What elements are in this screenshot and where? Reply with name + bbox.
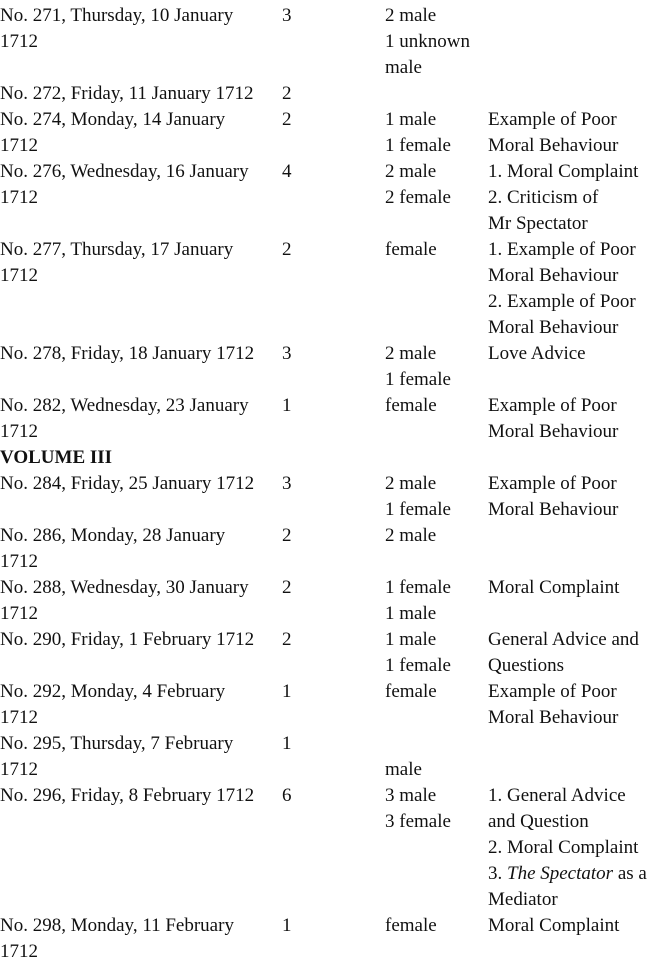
table-row — [0, 523, 662, 575]
issue-cell — [0, 679, 276, 731]
gender-cell — [385, 575, 485, 627]
count-cell: 2 — [282, 109, 292, 130]
table-row — [0, 627, 662, 679]
issue-cell-line: No. 288, Wednesday, 30 January — [0, 577, 249, 598]
gender-cell-line: 2 male — [385, 343, 437, 364]
count-cell: 2 — [282, 239, 292, 260]
topic-cell-line: Moral Behaviour — [488, 499, 619, 520]
count-cell: 1 — [282, 915, 292, 936]
issue-cell — [0, 913, 276, 965]
issue-cell-line: 1712 — [0, 421, 38, 442]
issue-cell-line: No. 298, Monday, 11 February — [0, 915, 234, 936]
table-row — [0, 731, 662, 783]
issue-cell — [0, 237, 276, 289]
table-row — [0, 679, 662, 731]
issue-cell — [0, 575, 276, 627]
gender-cell-line: 1 male — [385, 109, 437, 130]
gender-cell — [385, 731, 485, 783]
count-cell: 2 — [282, 83, 292, 104]
issue-cell — [0, 393, 276, 445]
count-cell: 6 — [282, 785, 292, 806]
gender-cell-line: female — [385, 395, 437, 416]
gender-cell — [385, 627, 485, 679]
topic-cell-line: Moral Behaviour — [488, 135, 619, 156]
issue-cell — [0, 81, 276, 107]
issue-cell — [0, 159, 276, 211]
issue-cell-line: No. 274, Monday, 14 January — [0, 109, 226, 130]
gender-cell — [385, 341, 485, 393]
count-cell: 1 — [282, 681, 292, 702]
topic-cell-line: General Advice and — [488, 629, 639, 650]
gender-cell-line: female — [385, 239, 437, 260]
issue-cell-line: 1712 — [0, 603, 38, 624]
issue-cell-line: No. 277, Thursday, 17 January — [0, 239, 234, 260]
topic-cell-line: and Question — [488, 811, 589, 832]
issue-cell-line: No. 271, Thursday, 10 January — [0, 5, 234, 26]
topic-cell-line: Mediator — [488, 889, 558, 910]
table-row — [0, 341, 662, 393]
gender-cell-line: male — [385, 759, 422, 780]
count-cell: 3 — [282, 5, 292, 26]
gender-cell-line: 1 female — [385, 655, 451, 676]
issue-cell-line: 1712 — [0, 551, 38, 572]
topic-cell-line: Moral Behaviour — [488, 707, 619, 728]
gender-cell-line: 3 female — [385, 811, 451, 832]
count-cell: 3 — [282, 473, 292, 494]
table-row — [0, 237, 662, 341]
issue-cell-line: No. 284, Friday, 25 January 1712 — [0, 473, 255, 494]
topic-cell — [488, 913, 662, 939]
topic-cell — [488, 575, 662, 601]
topic-cell — [488, 783, 662, 913]
issue-cell-line: No. 272, Friday, 11 January 1712 — [0, 83, 254, 104]
volume-heading: VOLUME III — [0, 447, 113, 468]
gender-cell-line: 3 male — [385, 785, 437, 806]
issue-cell-line: 1712 — [0, 187, 38, 208]
issue-cell-line: 1712 — [0, 265, 38, 286]
topic-cell — [488, 341, 662, 367]
count-cell: 4 — [282, 161, 292, 182]
table-row — [0, 159, 662, 237]
gender-cell-line — [385, 731, 485, 757]
topic-cell-line: Example of Poor — [488, 473, 617, 494]
table-row — [0, 913, 662, 965]
topic-cell-line: Moral Complaint — [488, 915, 620, 936]
topic-cell — [488, 107, 662, 159]
count-cell: 1 — [282, 395, 292, 416]
issue-cell — [0, 107, 276, 159]
issue-cell-line: 1712 — [0, 135, 38, 156]
topic-cell-line: Moral Behaviour — [488, 265, 619, 286]
gender-cell-line: 2 male — [385, 525, 437, 546]
table-row — [0, 575, 662, 627]
count-cell: 2 — [282, 525, 292, 546]
issue-cell — [0, 783, 276, 809]
gender-cell-line: 1 male — [385, 603, 437, 624]
issue-cell-line: 1712 — [0, 759, 38, 780]
count-cell: 3 — [282, 343, 292, 364]
issue-cell-line: No. 292, Monday, 4 February — [0, 681, 226, 702]
issue-cell-line: 1712 — [0, 941, 38, 962]
gender-cell-line: 2 female — [385, 187, 451, 208]
topic-cell-line: 2. Criticism of — [488, 187, 599, 208]
topic-cell — [488, 393, 662, 445]
gender-cell-line: 1 female — [385, 577, 451, 598]
issue-cell-line: 1712 — [0, 31, 38, 52]
topic-cell-line: 3. The Spectator as a — [488, 863, 647, 884]
topic-cell-line: 1. General Advice — [488, 785, 626, 806]
table-row — [0, 471, 662, 523]
issue-cell-line: No. 286, Monday, 28 January — [0, 525, 226, 546]
gender-cell — [385, 3, 485, 81]
table-row — [0, 107, 662, 159]
issue-cell — [0, 523, 276, 575]
gender-cell-line: 2 male — [385, 5, 437, 26]
issue-cell-line: No. 276, Wednesday, 16 January — [0, 161, 249, 182]
count-cell: 2 — [282, 577, 292, 598]
topic-cell-line: Example of Poor — [488, 395, 617, 416]
table-row — [0, 783, 662, 913]
issue-cell-line: No. 296, Friday, 8 February 1712 — [0, 785, 255, 806]
gender-cell-line: female — [385, 681, 437, 702]
topic-cell-line: Mr Spectator — [488, 213, 588, 234]
topic-cell-line: 1. Moral Complaint — [488, 161, 639, 182]
issue-cell-line: No. 290, Friday, 1 February 1712 — [0, 629, 255, 650]
gender-cell — [385, 523, 485, 549]
gender-cell — [385, 393, 485, 419]
issue-cell — [0, 341, 276, 367]
count-cell: 1 — [282, 733, 292, 754]
topic-cell-line: Moral Behaviour — [488, 317, 619, 338]
topic-cell — [488, 679, 662, 731]
topic-cell-line: Example of Poor — [488, 681, 617, 702]
topic-cell — [488, 237, 662, 341]
gender-cell-line: 1 female — [385, 135, 451, 156]
gender-cell — [385, 471, 485, 523]
gender-cell-line: 1 female — [385, 369, 451, 390]
table-row — [0, 3, 662, 81]
topic-cell-line: Example of Poor — [488, 109, 617, 130]
gender-cell-line: 1 male — [385, 629, 437, 650]
issue-cell-line: No. 278, Friday, 18 January 1712 — [0, 343, 255, 364]
topic-cell — [488, 471, 662, 523]
gender-cell-line: female — [385, 915, 437, 936]
table-row — [0, 393, 662, 445]
gender-cell — [385, 159, 485, 211]
topic-cell-line: 2. Moral Complaint — [488, 837, 639, 858]
topic-cell-line: Questions — [488, 655, 564, 676]
issue-cell — [0, 3, 276, 55]
gender-cell — [385, 107, 485, 159]
topic-cell-line: Moral Complaint — [488, 577, 620, 598]
topic-cell — [488, 627, 662, 679]
gender-cell — [385, 913, 485, 939]
issue-cell-line: No. 282, Wednesday, 23 January — [0, 395, 249, 416]
issue-cell — [0, 731, 276, 783]
topic-cell-line: Moral Behaviour — [488, 421, 619, 442]
gender-cell-line: 1 unknown — [385, 31, 470, 52]
count-cell: 2 — [282, 629, 292, 650]
topic-cell — [488, 159, 662, 237]
gender-cell — [385, 679, 485, 705]
issue-cell — [0, 471, 276, 497]
topic-cell-line: 2. Example of Poor — [488, 291, 636, 312]
gender-cell — [385, 783, 485, 835]
gender-cell — [385, 237, 485, 263]
gender-cell-line: 2 male — [385, 161, 437, 182]
gender-cell-line: 1 female — [385, 499, 451, 520]
issue-cell-line: No. 295, Thursday, 7 February — [0, 733, 234, 754]
issue-cell-line: 1712 — [0, 707, 38, 728]
topic-cell-line: 1. Example of Poor — [488, 239, 636, 260]
issue-cell — [0, 627, 276, 653]
topic-cell-line: Love Advice — [488, 343, 586, 364]
table-row — [0, 81, 662, 107]
gender-cell-line: male — [385, 57, 422, 78]
gender-cell-line: 2 male — [385, 473, 437, 494]
